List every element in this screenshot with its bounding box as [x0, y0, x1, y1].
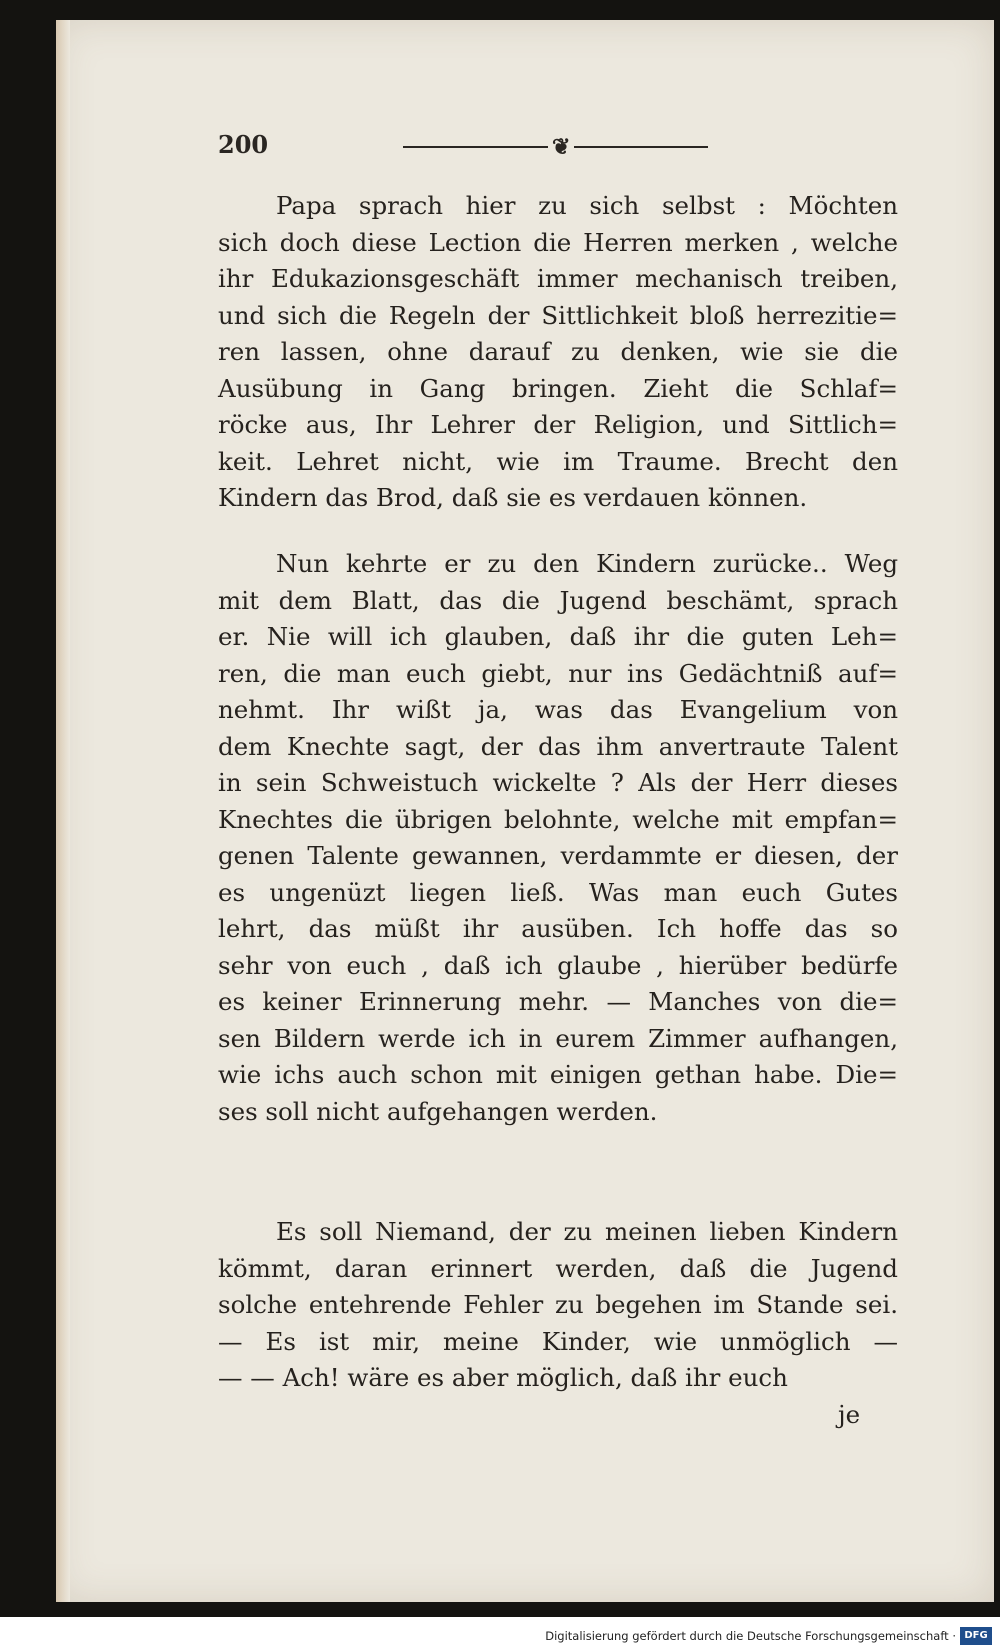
catchword: je — [838, 1400, 861, 1429]
digitization-credit: Digitalisierung gefördert durch die Deutsche Forschungsgemeinschaft · — [545, 1629, 956, 1643]
text-line: — — Ach! wäre es aber möglich, daß ihr euch — [218, 1363, 788, 1392]
text-line: dem Knechte sagt, der das ihm anvertraute Talent — [218, 731, 898, 761]
text-line: Kindern das Brod, daß sie es verdauen können. — [218, 483, 808, 512]
text-line: Knechtes die übrigen belohnte, welche mit empfan= — [218, 804, 898, 834]
text-line: keit. Lehret nicht, wie im Traume. Brecht den — [218, 446, 898, 476]
text-line: wie ichs auch schon mit einigen gethan habe. Die= — [218, 1060, 898, 1089]
dfg-logo: DFG — [960, 1627, 992, 1645]
page-header — [218, 130, 708, 164]
paragraph-1 — [218, 188, 898, 517]
page-number: 200 — [218, 130, 269, 159]
text-line: Ausübung in Gang bringen. Zieht die Schlaf= — [218, 373, 898, 403]
text-line: Papa sprach hier zu sich selbst : Möchten — [276, 191, 898, 220]
text-line: sehr von euch , daß ich glaube , hierüber bedürfe — [218, 950, 898, 980]
text-line: ren, die man euch giebt, nur ins Gedächtniß auf= — [218, 658, 898, 688]
text-line: ihr Edukazionsgeschäft immer mechanisch treiben, — [218, 264, 898, 293]
text-line: es ungenüzt liegen ließ. Was man euch Gutes — [218, 877, 898, 907]
text-line: ses soll nicht aufgehangen werden. — [218, 1096, 658, 1126]
text-line: Nun kehrte er zu den Kindern zurücke.. Weg — [276, 549, 898, 578]
text-line: röcke aus, Ihr Lehrer der Religion, und Sittlich= — [218, 410, 898, 439]
paragraph-2 — [218, 546, 898, 1130]
text-line: kömmt, daran erinnert werden, daß die Jugend — [218, 1253, 898, 1283]
text-line: in sein Schweistuch wickelte ? Als der Herr dieses — [218, 768, 898, 797]
footer-bar — [0, 1617, 1000, 1651]
text-line: — Es ist mir, meine Kinder, wie unmöglich — — [218, 1326, 898, 1356]
text-line: sich doch diese Lection die Herren merken , welche — [218, 227, 898, 257]
text-line: lehrt, das müßt ihr ausüben. Ich hoffe das so — [218, 914, 898, 943]
text-line: solche entehrende Fehler zu begehen im Stande sei. — [218, 1290, 898, 1319]
text-line: und sich die Regeln der Sittlichkeit bloß herrezitie= — [218, 300, 898, 330]
header-ornament-icon: ❦ — [548, 134, 574, 160]
paragraph-3 — [218, 1214, 898, 1397]
text-line: Es soll Niemand, der zu meinen lieben Kindern — [276, 1217, 898, 1246]
text-line: sen Bildern werde ich in eurem Zimmer aufhangen, — [218, 1023, 898, 1053]
page-edge — [56, 20, 70, 1602]
text-line: genen Talente gewannen, verdammte er diesen, der — [218, 841, 898, 870]
text-line: nehmt. Ihr wißt ja, was das Evangelium von — [218, 695, 898, 724]
text-line: es keiner Erinnerung mehr. — Manches von die= — [218, 987, 898, 1016]
text-line: ren lassen, ohne darauf zu denken, wie sie die — [218, 337, 898, 366]
text-line: mit dem Blatt, das die Jugend beschämt, sprach — [218, 585, 898, 615]
text-line: er. Nie will ich glauben, daß ihr die guten Leh= — [218, 622, 898, 651]
